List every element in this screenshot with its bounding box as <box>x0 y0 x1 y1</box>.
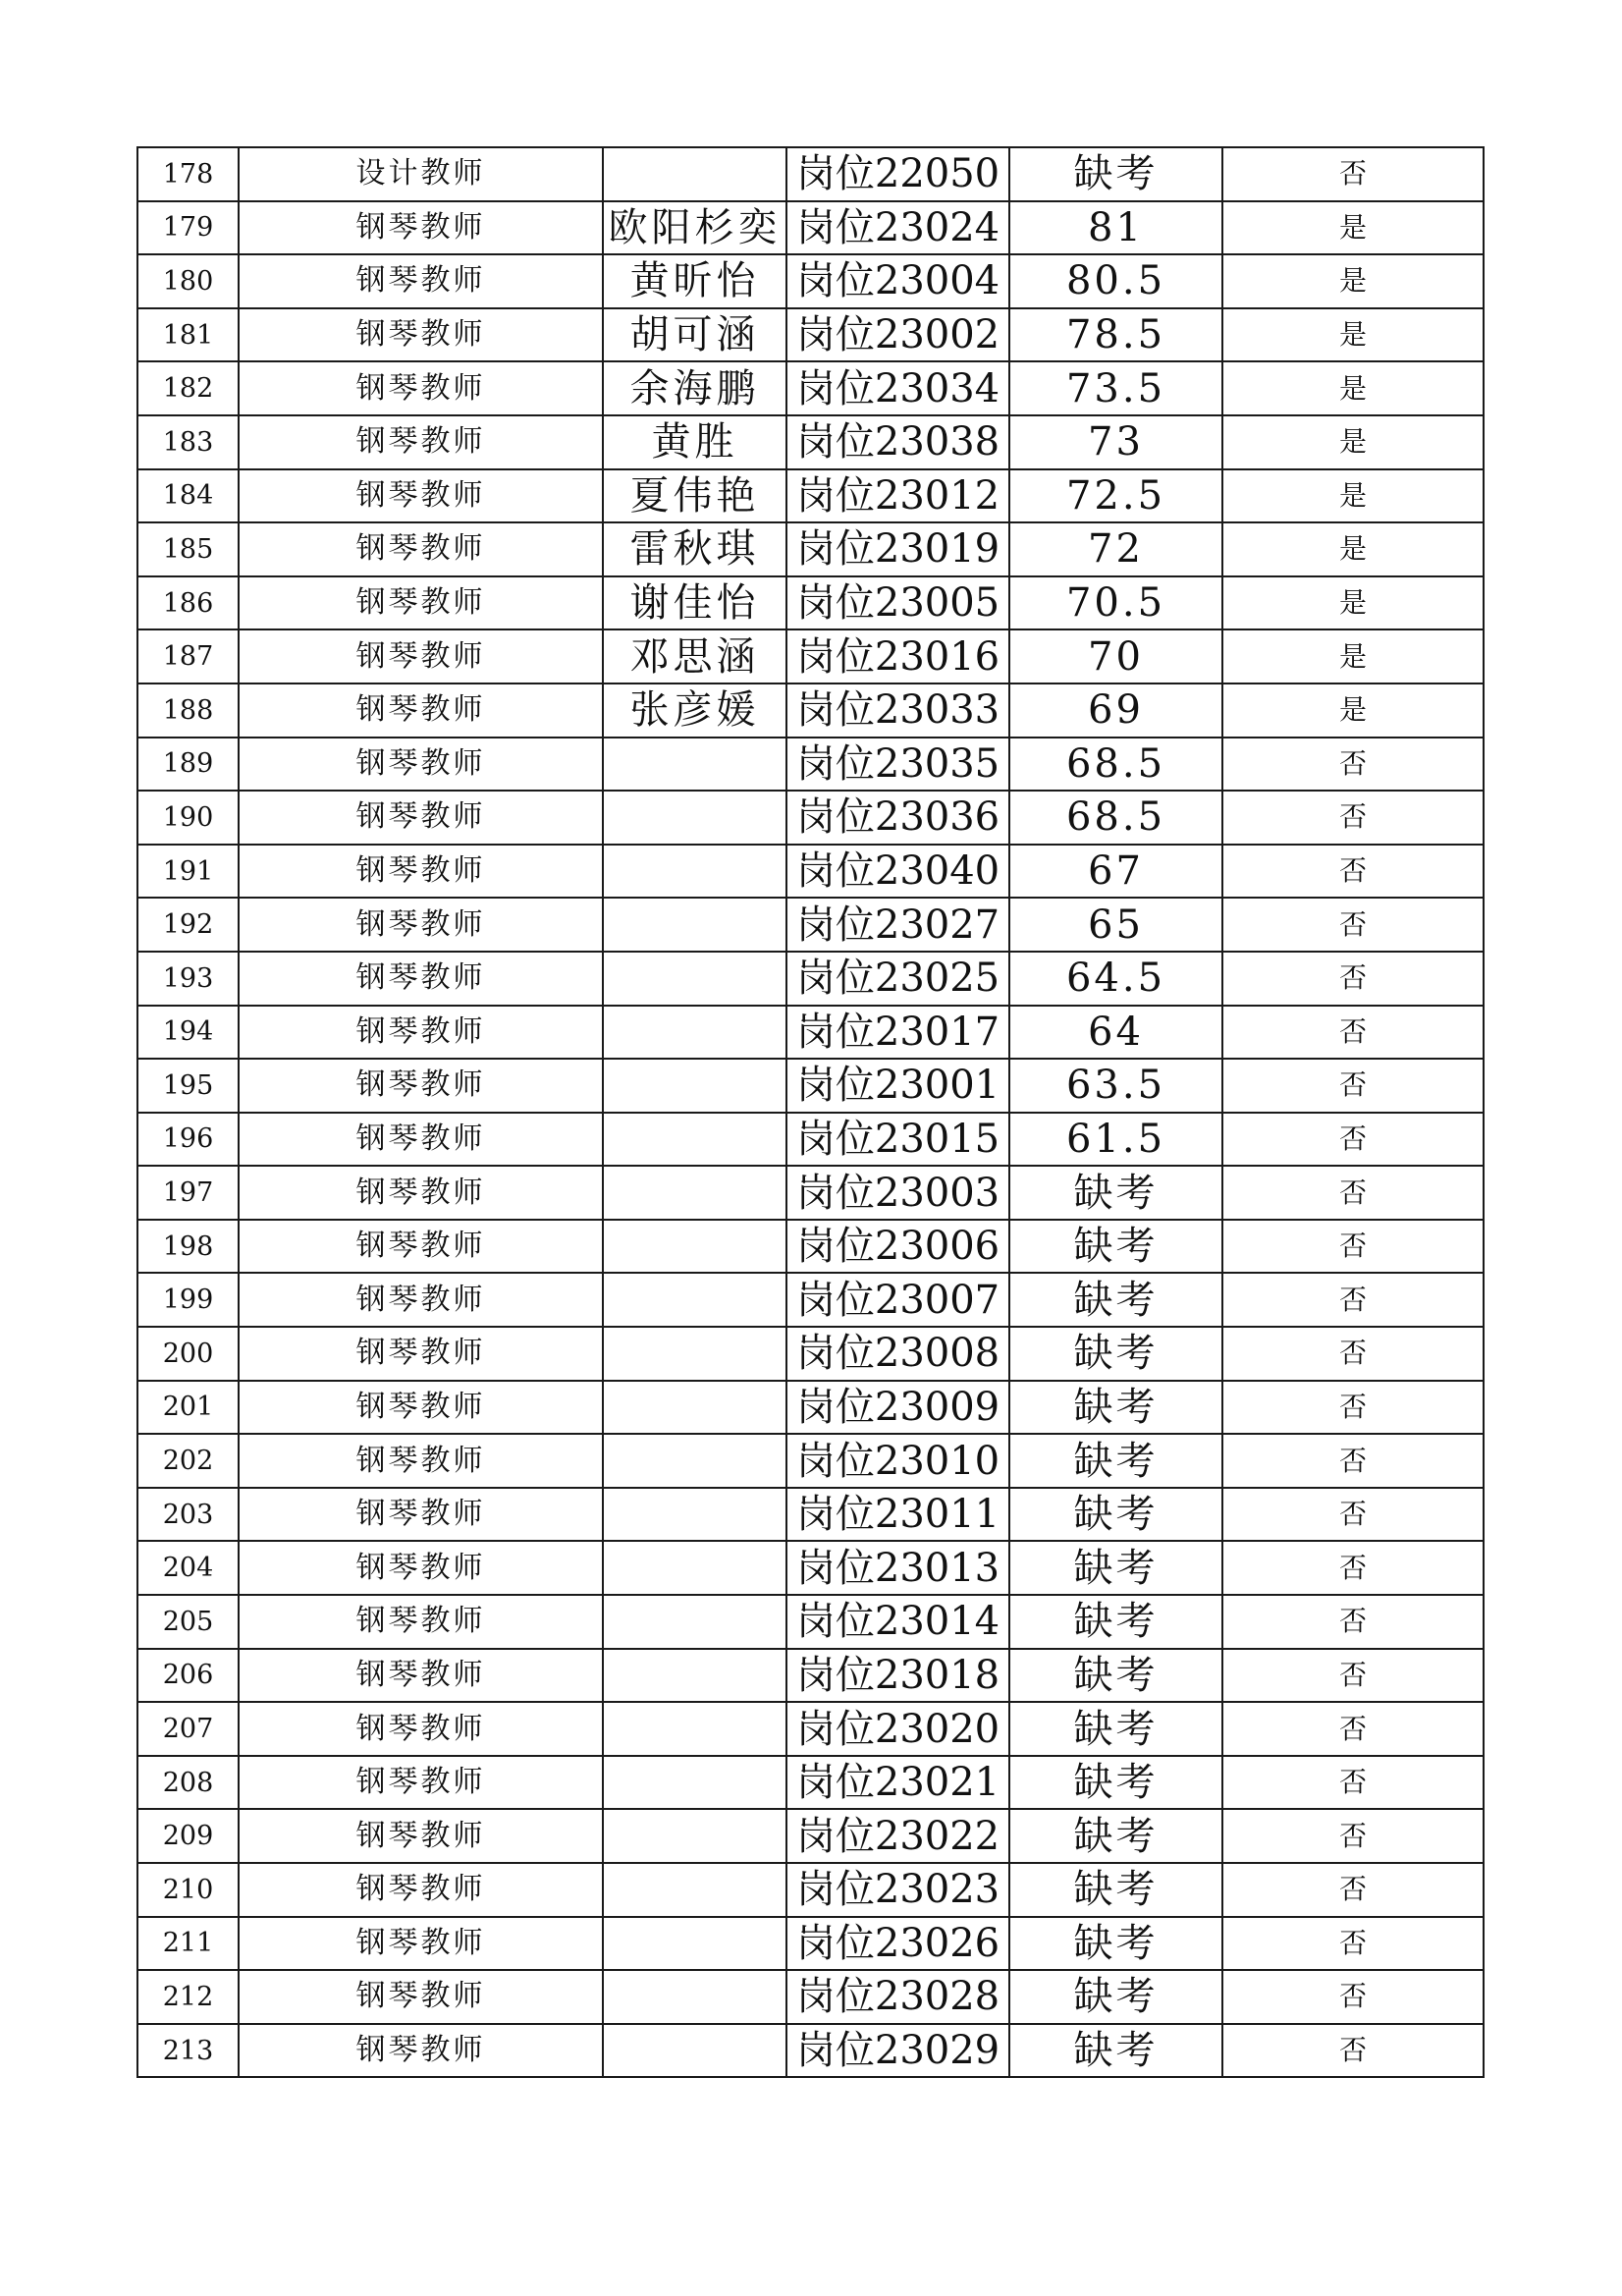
post-id-cell: 岗位23009 <box>786 1381 1009 1435</box>
name-cell: 胡可涵 <box>603 308 786 362</box>
row-index-cell: 187 <box>137 629 239 683</box>
score-cell: 70 <box>1009 629 1222 683</box>
name-cell: 余海鹏 <box>603 361 786 415</box>
table-row <box>137 254 1484 308</box>
position-cell: 钢琴教师 <box>239 1488 603 1542</box>
row-index-cell: 196 <box>137 1113 239 1167</box>
row-index-cell: 181 <box>137 308 239 362</box>
score-cell: 缺考 <box>1009 1541 1222 1595</box>
row-index-cell: 180 <box>137 254 239 308</box>
post-id-cell: 岗位23004 <box>786 254 1009 308</box>
table-row <box>137 1006 1484 1060</box>
qualified-cell: 否 <box>1222 1113 1484 1167</box>
name-cell <box>603 1488 786 1542</box>
row-index-cell: 190 <box>137 791 239 845</box>
post-id-cell: 岗位23018 <box>786 1649 1009 1703</box>
row-index-cell: 182 <box>137 361 239 415</box>
score-cell: 73 <box>1009 415 1222 469</box>
score-cell: 69 <box>1009 683 1222 738</box>
row-index-cell: 189 <box>137 738 239 792</box>
post-id-cell: 岗位23033 <box>786 683 1009 738</box>
table-row <box>137 147 1484 201</box>
table-row <box>137 738 1484 792</box>
name-cell <box>603 1220 786 1274</box>
score-cell: 78.5 <box>1009 308 1222 362</box>
post-id-cell: 岗位23040 <box>786 845 1009 899</box>
qualified-cell: 否 <box>1222 1970 1484 2024</box>
name-cell <box>603 1434 786 1488</box>
name-cell: 邓思涵 <box>603 629 786 683</box>
row-index-cell: 203 <box>137 1488 239 1542</box>
position-cell: 钢琴教师 <box>239 1541 603 1595</box>
score-cell: 68.5 <box>1009 791 1222 845</box>
post-id-cell: 岗位23006 <box>786 1220 1009 1274</box>
table-row <box>137 1166 1484 1220</box>
name-cell <box>603 845 786 899</box>
score-cell: 73.5 <box>1009 361 1222 415</box>
row-index-cell: 179 <box>137 201 239 255</box>
row-index-cell: 200 <box>137 1327 239 1381</box>
post-id-cell: 岗位23029 <box>786 2024 1009 2078</box>
score-cell: 缺考 <box>1009 1488 1222 1542</box>
score-cell: 缺考 <box>1009 147 1222 201</box>
position-cell: 钢琴教师 <box>239 1434 603 1488</box>
name-cell: 黄昕怡 <box>603 254 786 308</box>
qualified-cell: 否 <box>1222 952 1484 1006</box>
qualified-cell: 否 <box>1222 845 1484 899</box>
table-row <box>137 522 1484 576</box>
position-cell: 钢琴教师 <box>239 415 603 469</box>
qualified-cell: 否 <box>1222 1863 1484 1917</box>
qualified-cell: 否 <box>1222 1220 1484 1274</box>
position-cell: 钢琴教师 <box>239 1327 603 1381</box>
qualified-cell: 否 <box>1222 1595 1484 1649</box>
qualified-cell: 否 <box>1222 1756 1484 1810</box>
post-id-cell: 岗位23002 <box>786 308 1009 362</box>
score-cell: 缺考 <box>1009 1863 1222 1917</box>
row-index-cell: 199 <box>137 1273 239 1327</box>
table-row <box>137 1541 1484 1595</box>
score-cell: 67 <box>1009 845 1222 899</box>
name-cell: 夏伟艳 <box>603 469 786 523</box>
row-index-cell: 195 <box>137 1059 239 1113</box>
post-id-cell: 岗位23038 <box>786 415 1009 469</box>
qualified-cell: 否 <box>1222 1488 1484 1542</box>
qualified-cell: 否 <box>1222 1327 1484 1381</box>
score-cell: 72 <box>1009 522 1222 576</box>
row-index-cell: 201 <box>137 1381 239 1435</box>
qualified-cell: 是 <box>1222 576 1484 630</box>
score-cell: 缺考 <box>1009 1649 1222 1703</box>
row-index-cell: 210 <box>137 1863 239 1917</box>
row-index-cell: 212 <box>137 1970 239 2024</box>
row-index-cell: 202 <box>137 1434 239 1488</box>
score-cell: 缺考 <box>1009 1166 1222 1220</box>
row-index-cell: 197 <box>137 1166 239 1220</box>
position-cell: 钢琴教师 <box>239 1595 603 1649</box>
table-row <box>137 1863 1484 1917</box>
qualified-cell: 否 <box>1222 1434 1484 1488</box>
table-row <box>137 1970 1484 2024</box>
name-cell <box>603 2024 786 2078</box>
qualified-cell: 否 <box>1222 1917 1484 1971</box>
row-index-cell: 206 <box>137 1649 239 1703</box>
position-cell: 钢琴教师 <box>239 1166 603 1220</box>
score-cell: 缺考 <box>1009 1595 1222 1649</box>
qualified-cell: 否 <box>1222 1006 1484 1060</box>
position-cell: 钢琴教师 <box>239 683 603 738</box>
name-cell <box>603 952 786 1006</box>
table-row <box>137 898 1484 952</box>
qualified-cell: 否 <box>1222 1649 1484 1703</box>
post-id-cell: 岗位23013 <box>786 1541 1009 1595</box>
post-id-cell: 岗位23020 <box>786 1702 1009 1756</box>
row-index-cell: 194 <box>137 1006 239 1060</box>
row-index-cell: 191 <box>137 845 239 899</box>
position-cell: 钢琴教师 <box>239 1863 603 1917</box>
table-row <box>137 845 1484 899</box>
post-id-cell: 岗位23035 <box>786 738 1009 792</box>
score-cell: 70.5 <box>1009 576 1222 630</box>
position-cell: 钢琴教师 <box>239 2024 603 2078</box>
post-id-cell: 岗位23017 <box>786 1006 1009 1060</box>
score-cell: 缺考 <box>1009 1273 1222 1327</box>
score-cell: 61.5 <box>1009 1113 1222 1167</box>
position-cell: 钢琴教师 <box>239 469 603 523</box>
qualified-cell: 是 <box>1222 308 1484 362</box>
position-cell: 钢琴教师 <box>239 1970 603 2024</box>
name-cell <box>603 1595 786 1649</box>
qualified-cell: 否 <box>1222 898 1484 952</box>
table-row <box>137 791 1484 845</box>
position-cell: 钢琴教师 <box>239 254 603 308</box>
post-id-cell: 岗位23022 <box>786 1809 1009 1863</box>
qualified-cell: 是 <box>1222 361 1484 415</box>
qualified-cell: 否 <box>1222 2024 1484 2078</box>
qualified-cell: 否 <box>1222 147 1484 201</box>
post-id-cell: 岗位23021 <box>786 1756 1009 1810</box>
qualified-cell: 是 <box>1222 629 1484 683</box>
qualified-cell: 是 <box>1222 415 1484 469</box>
post-id-cell: 岗位22050 <box>786 147 1009 201</box>
row-index-cell: 198 <box>137 1220 239 1274</box>
row-index-cell: 211 <box>137 1917 239 1971</box>
table-row <box>137 1702 1484 1756</box>
score-cell: 缺考 <box>1009 1756 1222 1810</box>
results-table-body <box>137 147 1484 2077</box>
name-cell <box>603 1273 786 1327</box>
position-cell: 钢琴教师 <box>239 308 603 362</box>
name-cell <box>603 738 786 792</box>
table-row <box>137 308 1484 362</box>
name-cell: 黄胜 <box>603 415 786 469</box>
score-cell: 缺考 <box>1009 1220 1222 1274</box>
score-cell: 63.5 <box>1009 1059 1222 1113</box>
name-cell: 谢佳怡 <box>603 576 786 630</box>
score-cell: 缺考 <box>1009 1809 1222 1863</box>
post-id-cell: 岗位23023 <box>786 1863 1009 1917</box>
score-cell: 65 <box>1009 898 1222 952</box>
table-row <box>137 683 1484 738</box>
name-cell <box>603 791 786 845</box>
position-cell: 钢琴教师 <box>239 576 603 630</box>
name-cell <box>603 1113 786 1167</box>
row-index-cell: 186 <box>137 576 239 630</box>
row-index-cell: 193 <box>137 952 239 1006</box>
position-cell: 钢琴教师 <box>239 1917 603 1971</box>
row-index-cell: 213 <box>137 2024 239 2078</box>
score-cell: 缺考 <box>1009 1381 1222 1435</box>
name-cell: 欧阳杉奕 <box>603 201 786 255</box>
post-id-cell: 岗位23014 <box>786 1595 1009 1649</box>
name-cell <box>603 1809 786 1863</box>
post-id-cell: 岗位23019 <box>786 522 1009 576</box>
name-cell <box>603 147 786 201</box>
table-row <box>137 1595 1484 1649</box>
score-cell: 缺考 <box>1009 2024 1222 2078</box>
name-cell: 雷秋琪 <box>603 522 786 576</box>
row-index-cell: 207 <box>137 1702 239 1756</box>
name-cell <box>603 1970 786 2024</box>
qualified-cell: 否 <box>1222 738 1484 792</box>
name-cell <box>603 1541 786 1595</box>
name-cell <box>603 1649 786 1703</box>
table-row <box>137 1113 1484 1167</box>
post-id-cell: 岗位23012 <box>786 469 1009 523</box>
results-table <box>136 146 1485 2078</box>
table-row <box>137 1756 1484 1810</box>
table-row <box>137 201 1484 255</box>
qualified-cell: 否 <box>1222 1702 1484 1756</box>
name-cell <box>603 1917 786 1971</box>
row-index-cell: 209 <box>137 1809 239 1863</box>
qualified-cell: 否 <box>1222 791 1484 845</box>
qualified-cell: 否 <box>1222 1381 1484 1435</box>
table-row <box>137 1059 1484 1113</box>
name-cell: 张彦媛 <box>603 683 786 738</box>
table-row <box>137 576 1484 630</box>
name-cell <box>603 1327 786 1381</box>
position-cell: 钢琴教师 <box>239 952 603 1006</box>
table-row <box>137 1220 1484 1274</box>
post-id-cell: 岗位23016 <box>786 629 1009 683</box>
post-id-cell: 岗位23024 <box>786 201 1009 255</box>
position-cell: 钢琴教师 <box>239 1756 603 1810</box>
row-index-cell: 205 <box>137 1595 239 1649</box>
position-cell: 钢琴教师 <box>239 1220 603 1274</box>
position-cell: 钢琴教师 <box>239 629 603 683</box>
position-cell: 钢琴教师 <box>239 1381 603 1435</box>
name-cell <box>603 898 786 952</box>
post-id-cell: 岗位23003 <box>786 1166 1009 1220</box>
table-row <box>137 1809 1484 1863</box>
row-index-cell: 184 <box>137 469 239 523</box>
table-row <box>137 952 1484 1006</box>
score-cell: 缺考 <box>1009 1970 1222 2024</box>
position-cell: 钢琴教师 <box>239 1059 603 1113</box>
name-cell <box>603 1863 786 1917</box>
post-id-cell: 岗位23011 <box>786 1488 1009 1542</box>
position-cell: 钢琴教师 <box>239 738 603 792</box>
table-row <box>137 1273 1484 1327</box>
qualified-cell: 否 <box>1222 1809 1484 1863</box>
position-cell: 钢琴教师 <box>239 898 603 952</box>
table-row <box>137 1917 1484 1971</box>
position-cell: 钢琴教师 <box>239 1809 603 1863</box>
score-cell: 64 <box>1009 1006 1222 1060</box>
table-row <box>137 1488 1484 1542</box>
score-cell: 缺考 <box>1009 1917 1222 1971</box>
table-row <box>137 1649 1484 1703</box>
name-cell <box>603 1166 786 1220</box>
score-cell: 缺考 <box>1009 1702 1222 1756</box>
position-cell: 钢琴教师 <box>239 845 603 899</box>
post-id-cell: 岗位23001 <box>786 1059 1009 1113</box>
score-cell: 64.5 <box>1009 952 1222 1006</box>
post-id-cell: 岗位23027 <box>786 898 1009 952</box>
position-cell: 钢琴教师 <box>239 1273 603 1327</box>
position-cell: 钢琴教师 <box>239 1113 603 1167</box>
row-index-cell: 192 <box>137 898 239 952</box>
row-index-cell: 183 <box>137 415 239 469</box>
qualified-cell: 是 <box>1222 469 1484 523</box>
score-cell: 68.5 <box>1009 738 1222 792</box>
position-cell: 钢琴教师 <box>239 1649 603 1703</box>
score-cell: 缺考 <box>1009 1434 1222 1488</box>
name-cell <box>603 1756 786 1810</box>
score-cell: 72.5 <box>1009 469 1222 523</box>
qualified-cell: 是 <box>1222 254 1484 308</box>
table-row <box>137 2024 1484 2078</box>
row-index-cell: 188 <box>137 683 239 738</box>
qualified-cell: 否 <box>1222 1273 1484 1327</box>
post-id-cell: 岗位23036 <box>786 791 1009 845</box>
position-cell: 钢琴教师 <box>239 201 603 255</box>
position-cell: 钢琴教师 <box>239 1006 603 1060</box>
post-id-cell: 岗位23015 <box>786 1113 1009 1167</box>
table-row <box>137 629 1484 683</box>
post-id-cell: 岗位23026 <box>786 1917 1009 1971</box>
score-cell: 80.5 <box>1009 254 1222 308</box>
row-index-cell: 185 <box>137 522 239 576</box>
post-id-cell: 岗位23025 <box>786 952 1009 1006</box>
post-id-cell: 岗位23007 <box>786 1273 1009 1327</box>
position-cell: 钢琴教师 <box>239 522 603 576</box>
qualified-cell: 否 <box>1222 1059 1484 1113</box>
qualified-cell: 是 <box>1222 522 1484 576</box>
position-cell: 钢琴教师 <box>239 1702 603 1756</box>
table-row <box>137 1434 1484 1488</box>
name-cell <box>603 1006 786 1060</box>
row-index-cell: 208 <box>137 1756 239 1810</box>
post-id-cell: 岗位23010 <box>786 1434 1009 1488</box>
table-row <box>137 469 1484 523</box>
score-cell: 81 <box>1009 201 1222 255</box>
post-id-cell: 岗位23028 <box>786 1970 1009 2024</box>
post-id-cell: 岗位23008 <box>786 1327 1009 1381</box>
row-index-cell: 204 <box>137 1541 239 1595</box>
position-cell: 钢琴教师 <box>239 361 603 415</box>
table-row <box>137 415 1484 469</box>
name-cell <box>603 1702 786 1756</box>
post-id-cell: 岗位23034 <box>786 361 1009 415</box>
post-id-cell: 岗位23005 <box>786 576 1009 630</box>
name-cell <box>603 1381 786 1435</box>
qualified-cell: 否 <box>1222 1166 1484 1220</box>
table-row <box>137 1327 1484 1381</box>
position-cell: 设计教师 <box>239 147 603 201</box>
table-row <box>137 1381 1484 1435</box>
qualified-cell: 是 <box>1222 201 1484 255</box>
qualified-cell: 是 <box>1222 683 1484 738</box>
score-cell: 缺考 <box>1009 1327 1222 1381</box>
qualified-cell: 否 <box>1222 1541 1484 1595</box>
row-index-cell: 178 <box>137 147 239 201</box>
position-cell: 钢琴教师 <box>239 791 603 845</box>
name-cell <box>603 1059 786 1113</box>
table-row <box>137 361 1484 415</box>
